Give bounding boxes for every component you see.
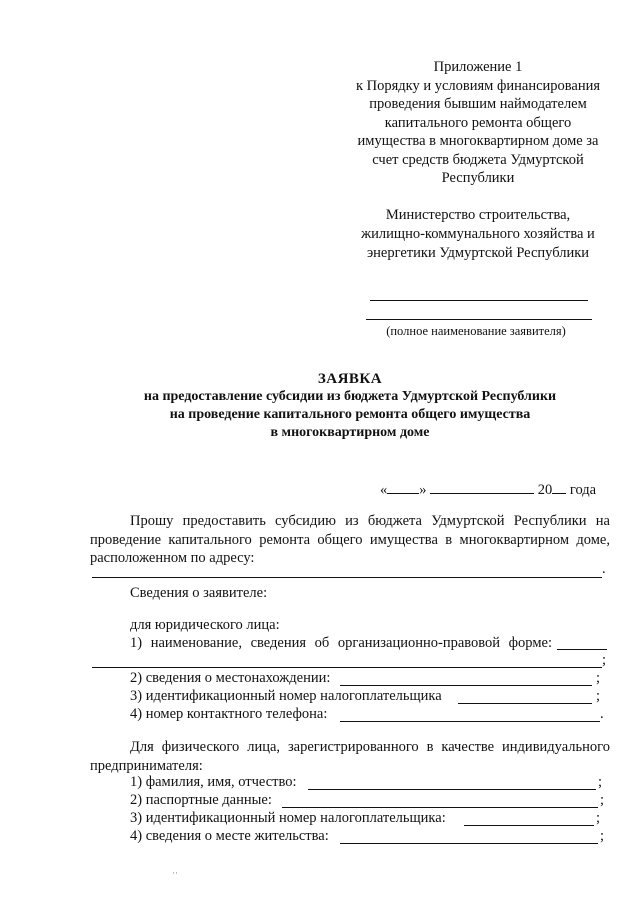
legal-entity-heading: для юридического лица: (130, 617, 280, 633)
legal-item-name: 1) наименование, сведения об организационно-правовой форме: (130, 635, 552, 651)
legal-location-semicolon: ; (596, 670, 601, 686)
legal-inn-semicolon: ; (596, 688, 601, 704)
date-line (380, 478, 596, 499)
legal-name-semicolon: ; (602, 652, 607, 668)
ie-item-inn: 3) идентификационный номер налогоплательщика: (130, 810, 446, 826)
address-period: . (602, 561, 606, 577)
title-line: в многоквартирном доме (270, 425, 430, 440)
applicant-name-field-line-1[interactable] (370, 300, 588, 301)
legal-phone-period: . (600, 706, 604, 722)
ie-inn-field[interactable] (464, 810, 594, 826)
entrepreneur-heading: Для физического лица, зарегистрированного в качестве индивидуального предпринимателя: (90, 739, 610, 774)
date-close-quote: » (419, 482, 427, 498)
addressee-line: энергетики Удмуртской Республики (366, 245, 590, 261)
footer-mark: ·· (172, 868, 178, 878)
ie-passport-semicolon: ; (600, 792, 605, 808)
legal-name-field-a[interactable] (557, 634, 607, 650)
address-field[interactable] (92, 562, 602, 578)
title-line: на предоставление субсидии из бюджета Удмуртской Республики (143, 389, 557, 404)
date-day-field[interactable] (387, 478, 419, 494)
ie-residence-semicolon: ; (600, 828, 605, 844)
appendix-line: проведения бывшим наймодателем (369, 96, 587, 112)
legal-inn-field[interactable] (458, 688, 592, 704)
legal-item-inn: 3) идентификационный номер налогоплательщика (130, 688, 442, 704)
date-year-suffix: года (569, 482, 597, 498)
applicant-caption: (полное наименование заявителя) (386, 324, 566, 338)
appendix-line: к Порядку и условиям финансирования (355, 77, 601, 94)
ie-residence-field[interactable] (340, 828, 598, 844)
appendix-line: Республики (441, 170, 515, 186)
appendix-line: счет средств бюджета Удмуртской (372, 151, 584, 168)
legal-item-location: 2) сведения о местонахождении: (130, 670, 331, 686)
ie-inn-semicolon: ; (596, 810, 601, 826)
ie-fullname-semicolon: ; (598, 774, 603, 790)
ie-item-residence: 4) сведения о месте жительства: (130, 828, 329, 844)
legal-name-field-b[interactable] (92, 652, 602, 668)
appendix-line: капитального ремонта общего (384, 114, 572, 131)
appendix-line: имущества в многоквартирном доме за (357, 133, 599, 149)
appendix-line: Приложение 1 (433, 59, 523, 75)
legal-phone-field[interactable] (340, 706, 600, 722)
legal-location-field[interactable] (340, 670, 592, 686)
applicant-name-field-line-2[interactable] (366, 319, 592, 320)
appendix-block (340, 58, 616, 188)
addressee-line: Министерство строительства, (385, 207, 571, 223)
ie-passport-field[interactable] (282, 792, 598, 808)
date-year-prefix: 20 (537, 482, 553, 498)
request-paragraph: Прошу предоставить субсидию из бюджета Удмуртской Республики на проведение капитального ремонта общего имущества в многоквартирном доме, расположенном по адресу: (90, 513, 610, 566)
ie-item-fullname: 1) фамилия, имя, отчество: (130, 774, 297, 790)
ie-fullname-field[interactable] (308, 774, 596, 790)
applicant-info-label: Сведения о заявителе: (130, 585, 268, 601)
date-month-field[interactable] (430, 478, 534, 494)
title-line: на проведение капитального ремонта общего имущества (169, 407, 531, 422)
legal-item-phone: 4) номер контактного телефона: (130, 706, 328, 722)
date-year-field[interactable] (552, 478, 566, 494)
addressee-block (340, 206, 616, 263)
addressee-line: жилищно-коммунального хозяйства и (361, 226, 595, 242)
document-title (90, 370, 610, 442)
date-open-quote: « (380, 482, 388, 498)
ie-item-passport: 2) паспортные данные: (130, 792, 272, 808)
title-main: ЗАЯВКА (317, 371, 383, 387)
